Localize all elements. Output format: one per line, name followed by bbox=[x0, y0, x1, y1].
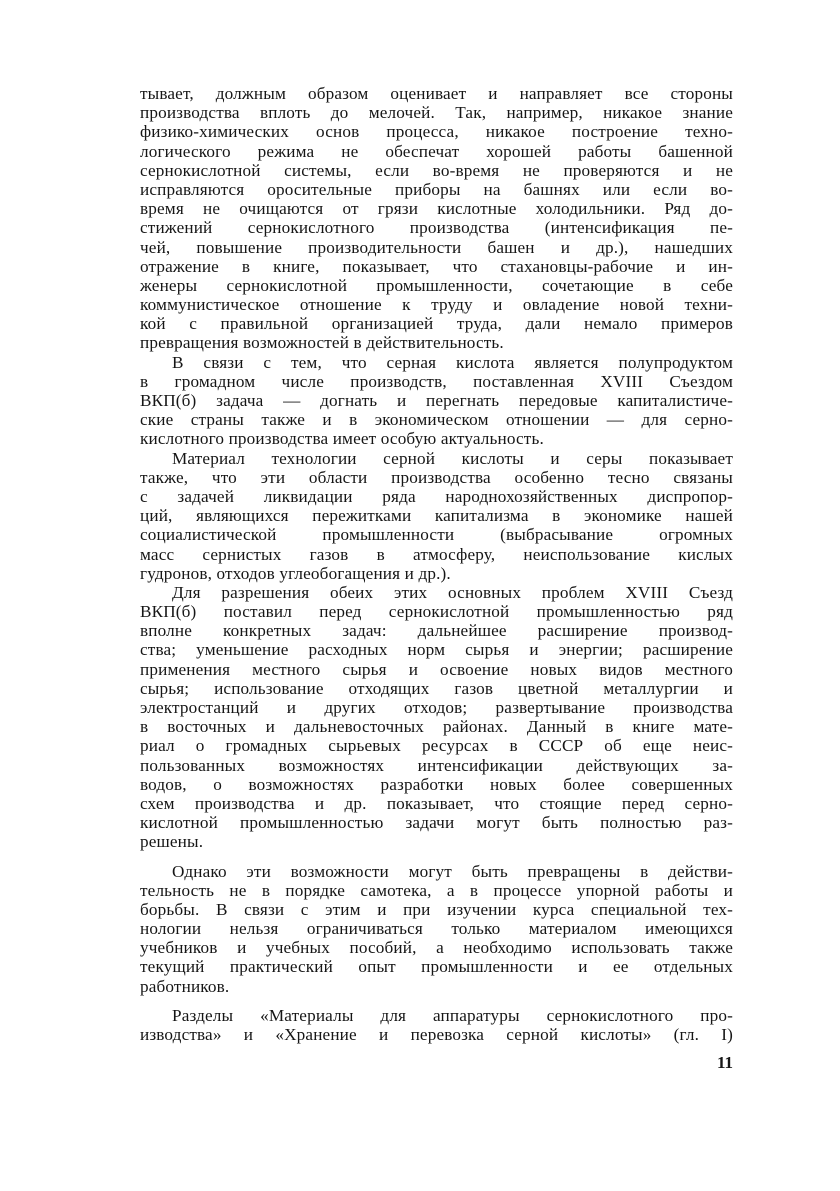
text-line: риал о громадных сырьевых ресурсах в СССР об еще неис- bbox=[140, 736, 733, 756]
text-line: учебников и учебных пособий, а необходимо использовать также bbox=[140, 938, 733, 958]
text-line: кислотной промышленностью задачи могут быть полностью раз- bbox=[140, 813, 733, 833]
text-line: в восточных и дальневосточных районах. Данный в книге мате- bbox=[140, 717, 733, 737]
paragraph bbox=[140, 353, 733, 449]
text-line: чей, повышение производительности башен и др.), нашедших bbox=[140, 237, 733, 257]
paragraph bbox=[140, 583, 733, 852]
text-line: нологии нельзя ограничиваться только материалом имеющихся bbox=[140, 919, 733, 939]
text-line: также, что эти области производства особенно тесно связаны bbox=[140, 467, 733, 487]
paragraph bbox=[140, 449, 733, 583]
text-line: В связи с тем, что серная кислота является полупродуктом bbox=[172, 352, 733, 372]
text-line: социалистической промышленности (выбрасывание огромных bbox=[140, 525, 733, 545]
text-line: исправляются оросительные приборы на башнях или если во- bbox=[140, 179, 733, 199]
text-line: физико-химических основ процесса, никакое построение техно- bbox=[140, 122, 733, 142]
text-line: вполне конкретных задач: дальнейшее расширение производ- bbox=[140, 621, 733, 641]
text-line: превращения возможностей в действительность. bbox=[140, 333, 504, 353]
text-line: женеры сернокислотной промышленности, сочетающие в себе bbox=[140, 275, 733, 295]
text-line: время не очищаются от грязи кислотные холодильники. Ряд до- bbox=[140, 199, 733, 219]
text-line: Материал технологии серной кислоты и серы показывает bbox=[172, 448, 733, 468]
text-line: отражение в книге, показывает, что стахановцы-рабочие и ин- bbox=[140, 256, 733, 276]
text-line: электростанций и других отходов; развертывание производства bbox=[140, 698, 733, 717]
text-line: Однако эти возможности могут быть превращены в действи- bbox=[172, 861, 733, 881]
text-line: сернокислотной системы, если во-время не проверяются и не bbox=[140, 160, 733, 180]
text-line: логического режима не обеспечат хорошей работы башенной bbox=[140, 141, 733, 161]
text-line: ций, являющихся пережитками капитализма в экономике нашей bbox=[140, 506, 733, 526]
text-line: изводства» и «Хранение и перевозка серной кислоты» (гл. I) bbox=[140, 1025, 733, 1044]
text-line: кислотного производства имеет особую актуальность. bbox=[140, 429, 544, 449]
text-line: решены. bbox=[140, 832, 204, 852]
text-line: тельность не в порядке самотека, а в процессе упорной работы и bbox=[140, 880, 733, 900]
text-line: тывает, должным образом оценивает и направляет все стороны bbox=[140, 84, 733, 103]
text-line: кой с правильной организацией труда, дали немало примеров bbox=[140, 314, 733, 334]
paragraph bbox=[140, 862, 733, 996]
text-line: стижений сернокислотного производства (интенсификация пе- bbox=[140, 218, 733, 238]
text-line: Разделы «Материалы для аппаратуры сернокислотного про- bbox=[172, 1005, 733, 1025]
text-line: гудронов, отходов углеобогащения и др.). bbox=[140, 563, 451, 583]
text-line: водов, о возможностях разработки новых более совершенных bbox=[140, 774, 733, 794]
text-line: схем производства и др. показывает, что стоящие перед серно- bbox=[140, 793, 733, 813]
text-line: текущий практический опыт промышленности и ее отдельных bbox=[140, 957, 733, 977]
text-line: сырья; использование отходящих газов цветной металлургии и bbox=[140, 678, 733, 698]
text-line: производства вплоть до мелочей. Так, например, никакое знание bbox=[140, 103, 733, 123]
text-line: коммунистическое отношение к труду и овладение новой техни- bbox=[140, 295, 733, 315]
text-line: применения местного сырья и освоение новых видов местного bbox=[140, 659, 733, 679]
text-line: ВКП(б) поставил перед сернокислотной промышленностью ряд bbox=[140, 602, 733, 622]
paragraph bbox=[140, 1006, 733, 1044]
text-line: борьбы. В связи с этим и при изучении курса специальной тех- bbox=[140, 899, 733, 919]
page-number: 11 bbox=[716, 1053, 733, 1072]
text-line: пользованных возможностях интенсификации действующих за- bbox=[140, 755, 733, 775]
body-text bbox=[140, 84, 733, 1044]
text-line: ские страны также и в экономическом отношении — для серно- bbox=[140, 410, 733, 430]
paragraph bbox=[140, 84, 733, 353]
text-line: масс сернистых газов в атмосферу, неиспользование кислых bbox=[140, 544, 733, 564]
text-line: Для разрешения обеих этих основных проблем XVIII Съезд bbox=[172, 582, 733, 602]
text-line: ВКП(б) задача — догнать и перегнать передовые капиталистиче- bbox=[140, 391, 733, 410]
text-line: работников. bbox=[140, 976, 230, 996]
text-line: ства; уменьшение расходных норм сырья и энергии; расширение bbox=[140, 640, 733, 660]
text-line: в громадном числе производств, поставленная XVIII Съездом bbox=[140, 371, 733, 391]
text-line: с задачей ликвидации ряда народнохозяйственных диспропор- bbox=[140, 486, 733, 506]
